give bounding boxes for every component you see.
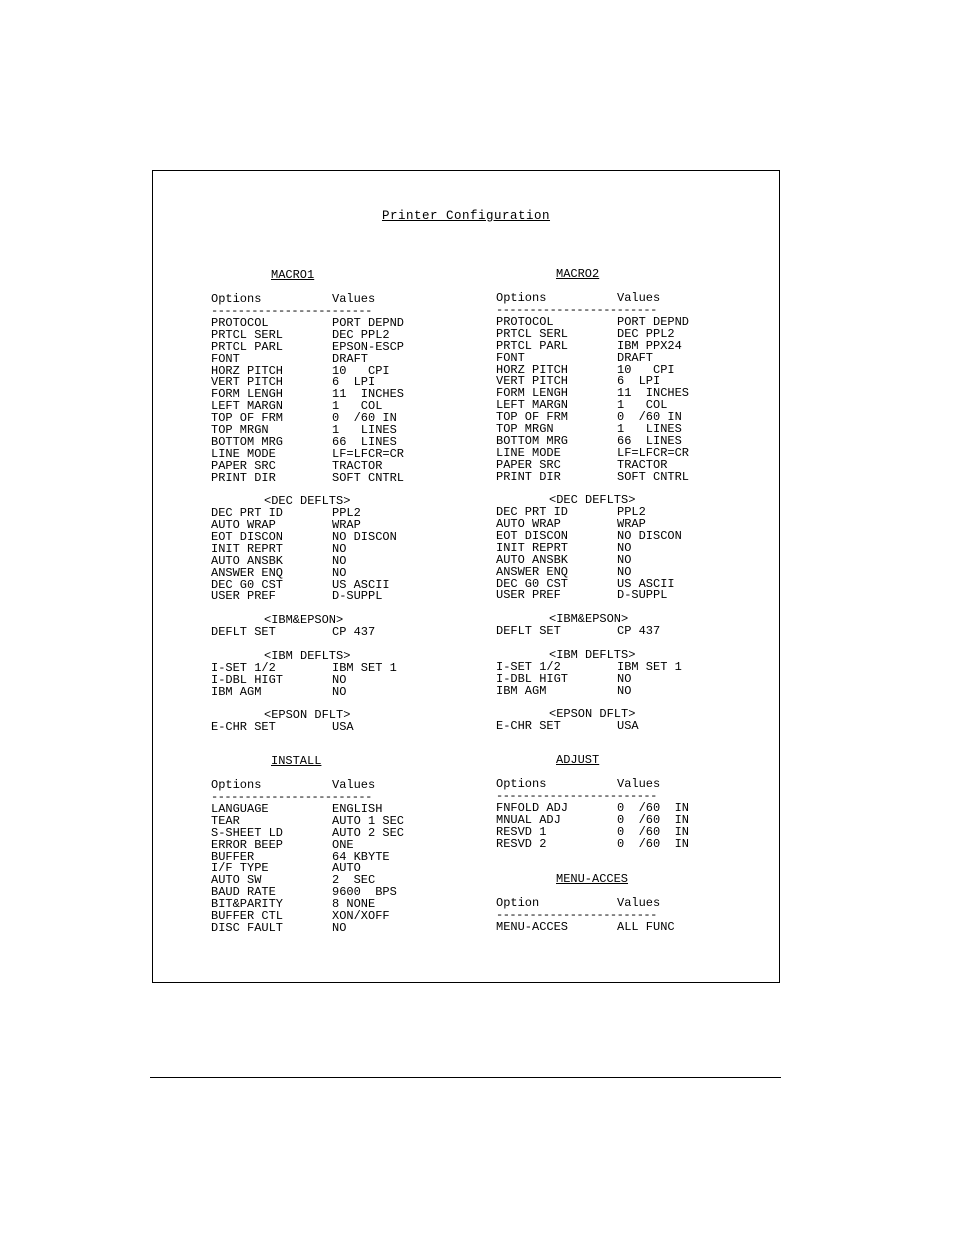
ibm-defaults-title: <IBM DEFLTS> bbox=[264, 648, 351, 663]
option-value: NO bbox=[617, 683, 632, 698]
option-value: US ASCII bbox=[617, 576, 675, 591]
option-name: PRTCL SERL bbox=[496, 326, 569, 341]
option-value: NO DISCON bbox=[332, 530, 397, 545]
option-value: NO bbox=[332, 553, 347, 568]
macro2-section bbox=[496, 269, 766, 733]
option-value: TRACTOR bbox=[617, 457, 668, 472]
option-value: 6 LPI bbox=[332, 375, 376, 390]
option-name: BUFFER bbox=[211, 849, 255, 864]
option-value: SOFT CNTRL bbox=[332, 470, 405, 485]
option-name: PRTCL SERL bbox=[211, 327, 284, 342]
option-value: 8 NONE bbox=[332, 897, 376, 912]
config-row bbox=[496, 922, 766, 934]
option-value: NO DISCON bbox=[617, 529, 682, 544]
option-name: ERROR BEEP bbox=[211, 837, 284, 852]
option-name: PRINT DIR bbox=[496, 469, 561, 484]
macro1-dec-rows bbox=[211, 508, 481, 603]
option-value: ENGLISH bbox=[332, 802, 383, 816]
option-value: AUTO 1 SEC bbox=[332, 813, 405, 828]
adjust-section bbox=[496, 755, 766, 851]
values-header: Values bbox=[617, 777, 661, 791]
macro2-dec-rows bbox=[496, 507, 766, 602]
config-row bbox=[211, 591, 481, 603]
option-name: PROTOCOL bbox=[496, 315, 554, 329]
adjust-rows bbox=[496, 803, 766, 851]
option-name: LINE MODE bbox=[496, 445, 561, 460]
option-name: BAUD RATE bbox=[211, 885, 276, 900]
options-header: Options bbox=[496, 777, 547, 791]
menu-acces-rows bbox=[496, 922, 766, 934]
option-name: ANSWER ENQ bbox=[496, 564, 569, 579]
config-row bbox=[496, 469, 766, 484]
option-name: ANSWER ENQ bbox=[211, 565, 284, 580]
option-value: LF=LFCR=CR bbox=[332, 446, 405, 461]
config-row bbox=[496, 626, 766, 638]
option-name: FNFOLD ADJ bbox=[496, 801, 569, 815]
divider-dashes: ------------------------ bbox=[211, 792, 372, 804]
option-value: PORT DEPND bbox=[617, 315, 690, 329]
options-header: Options bbox=[211, 778, 262, 792]
options-values-header bbox=[211, 294, 481, 306]
config-row bbox=[496, 836, 766, 851]
option-value: 11 INCHES bbox=[332, 387, 405, 402]
option-name: FORM LENGH bbox=[496, 386, 569, 401]
option-name: EOT DISCON bbox=[496, 529, 569, 544]
option-value: NO bbox=[617, 540, 632, 555]
option-name: AUTO SW bbox=[211, 873, 262, 888]
option-value: ONE bbox=[332, 837, 354, 852]
option-value: AUTO bbox=[332, 861, 361, 876]
option-value: 66 LINES bbox=[617, 433, 682, 448]
config-row bbox=[211, 920, 481, 935]
option-value: PPL2 bbox=[332, 506, 361, 521]
option-name: S-SHEET LD bbox=[211, 825, 284, 840]
option-value: US ASCII bbox=[332, 577, 390, 592]
printer-configuration-printout bbox=[152, 170, 780, 983]
option-name: LINE MODE bbox=[211, 446, 276, 461]
macro2-ibmepson-rows bbox=[496, 626, 766, 638]
option-name: USER PREF bbox=[496, 588, 561, 603]
option-value: 9600 BPS bbox=[332, 885, 397, 900]
config-row bbox=[211, 722, 481, 734]
option-name: I/F TYPE bbox=[211, 861, 269, 876]
option-value: USA bbox=[617, 719, 639, 734]
macro2-title: MACRO2 bbox=[556, 267, 600, 281]
option-value: 1 COL bbox=[617, 398, 668, 413]
options-values-header bbox=[496, 293, 766, 305]
option-value: XON/XOFF bbox=[332, 909, 390, 924]
option-name: PRINT DIR bbox=[211, 470, 276, 485]
option-name: FONT bbox=[496, 350, 525, 365]
page-title: Printer Configuration bbox=[381, 209, 551, 223]
option-name: PAPER SRC bbox=[211, 458, 276, 473]
option-name: DEFLT SET bbox=[496, 624, 561, 639]
option-name: BOTTOM MRG bbox=[211, 434, 284, 449]
option-name: TOP OF FRM bbox=[496, 410, 569, 425]
option-value: USA bbox=[332, 720, 354, 735]
divider-dashes: ------------------------ bbox=[496, 305, 657, 317]
option-name: TOP MRGN bbox=[496, 422, 554, 437]
values-header: Values bbox=[332, 778, 376, 792]
values-header: Values bbox=[332, 292, 376, 306]
option-name: USER PREF bbox=[211, 589, 276, 604]
option-name: EOT DISCON bbox=[211, 530, 284, 545]
option-value: WRAP bbox=[332, 518, 361, 533]
option-value: PORT DEPND bbox=[332, 316, 405, 330]
option-name: DEFLT SET bbox=[211, 625, 276, 640]
option-name: LANGUAGE bbox=[211, 802, 269, 816]
option-name: BOTTOM MRG bbox=[496, 433, 569, 448]
option-value: D-SUPPL bbox=[617, 588, 668, 603]
options-values-header bbox=[211, 780, 481, 792]
option-value: IBM PPX24 bbox=[617, 338, 682, 353]
macro1-epson-rows bbox=[211, 722, 481, 734]
epson-default-title: <EPSON DFLT> bbox=[549, 707, 636, 722]
option-name: FORM LENGH bbox=[211, 387, 284, 402]
option-name: IBM AGM bbox=[496, 683, 547, 698]
option-name: AUTO ANSBK bbox=[211, 553, 284, 568]
epson-default-title: <EPSON DFLT> bbox=[264, 708, 351, 723]
macro1-ibm-rows bbox=[211, 660, 481, 699]
option-value: DRAFT bbox=[332, 351, 369, 366]
option-name: PROTOCOL bbox=[211, 316, 269, 330]
footer-rule bbox=[150, 1077, 781, 1078]
option-name: RESVD 2 bbox=[496, 836, 547, 851]
option-name: DISC FAULT bbox=[211, 920, 284, 935]
option-name: FONT bbox=[211, 351, 240, 366]
option-value: NO bbox=[332, 684, 347, 699]
option-value: IBM SET 1 bbox=[332, 660, 397, 675]
option-value: 0 /60 IN bbox=[617, 812, 690, 827]
option-value: NO bbox=[332, 565, 347, 580]
options-header: Options bbox=[496, 291, 547, 305]
option-name: INIT REPRT bbox=[496, 540, 569, 555]
option-value: 6 LPI bbox=[617, 374, 661, 389]
option-value: DRAFT bbox=[617, 350, 654, 365]
option-value: 2 SEC bbox=[332, 873, 376, 888]
option-value: EPSON-ESCP bbox=[332, 339, 405, 354]
option-name: HORZ PITCH bbox=[496, 362, 569, 377]
options-values-header bbox=[496, 779, 766, 791]
option-value: D-SUPPL bbox=[332, 589, 383, 604]
macro1-ibmepson-rows bbox=[211, 627, 481, 639]
option-value: 0 /60 IN bbox=[617, 410, 682, 425]
macro2-ibm-rows bbox=[496, 659, 766, 698]
option-name: PRTCL PARL bbox=[211, 339, 284, 354]
option-value: NO bbox=[332, 541, 347, 556]
option-name: I-DBL HIGT bbox=[496, 671, 569, 686]
option-name: MNUAL ADJ bbox=[496, 812, 561, 827]
option-value: 11 INCHES bbox=[617, 386, 690, 401]
install-title: INSTALL bbox=[271, 754, 322, 768]
option-value: NO bbox=[617, 552, 632, 567]
option-name: E-CHR SET bbox=[211, 720, 276, 735]
option-value: NO bbox=[617, 564, 632, 579]
config-row bbox=[211, 627, 481, 639]
option-value: SOFT CNTRL bbox=[617, 469, 690, 484]
option-name: I-SET 1/2 bbox=[211, 660, 276, 675]
option-name: DEC PRT ID bbox=[496, 505, 569, 520]
option-name: I-DBL HIGT bbox=[211, 672, 284, 687]
option-value: NO bbox=[332, 920, 347, 935]
option-name: LEFT MARGN bbox=[496, 398, 569, 413]
option-value: 64 KBYTE bbox=[332, 849, 390, 864]
macro1-title: MACRO1 bbox=[271, 268, 315, 282]
option-value: IBM SET 1 bbox=[617, 659, 682, 674]
option-value: 0 /60 IN bbox=[617, 801, 690, 815]
dec-defaults-title: <DEC DEFLTS> bbox=[549, 493, 636, 508]
option-name: TEAR bbox=[211, 813, 240, 828]
config-row bbox=[496, 721, 766, 733]
adjust-title: ADJUST bbox=[556, 753, 600, 767]
macro1-rows bbox=[211, 318, 481, 484]
macro1-section bbox=[211, 270, 481, 734]
option-value: CP 437 bbox=[332, 625, 376, 640]
option-value: 66 LINES bbox=[332, 434, 397, 449]
option-values-header bbox=[496, 898, 766, 910]
install-section bbox=[211, 756, 481, 935]
option-value: AUTO 2 SEC bbox=[332, 825, 405, 840]
option-value: 1 LINES bbox=[617, 422, 682, 437]
option-name: DEC PRT ID bbox=[211, 506, 284, 521]
option-name: VERT PITCH bbox=[496, 374, 569, 389]
option-value: DEC PPL2 bbox=[617, 326, 675, 341]
option-value: 0 /60 IN bbox=[617, 824, 690, 839]
divider-dashes: ------------------------ bbox=[211, 306, 372, 318]
option-name: BIT&PARITY bbox=[211, 897, 284, 912]
menu-acces-title: MENU-ACCES bbox=[556, 872, 629, 886]
option-name: PAPER SRC bbox=[496, 457, 561, 472]
option-value: CP 437 bbox=[617, 624, 661, 639]
option-value: LF=LFCR=CR bbox=[617, 445, 690, 460]
option-name: TOP OF FRM bbox=[211, 411, 284, 426]
menu-acces-section bbox=[496, 874, 766, 934]
ibm-epson-title: <IBM&EPSON> bbox=[264, 613, 344, 628]
option-value: DEC PPL2 bbox=[332, 327, 390, 342]
option-value: 1 COL bbox=[332, 399, 383, 414]
option-value: PPL2 bbox=[617, 505, 646, 520]
divider-dashes: ------------------------ bbox=[496, 910, 657, 922]
option-name: BUFFER CTL bbox=[211, 909, 284, 924]
config-row bbox=[496, 683, 766, 698]
option-name: TOP MRGN bbox=[211, 423, 269, 438]
option-name: I-SET 1/2 bbox=[496, 659, 561, 674]
option-name: E-CHR SET bbox=[496, 719, 561, 734]
option-name: INIT REPRT bbox=[211, 541, 284, 556]
option-name: AUTO WRAP bbox=[211, 518, 276, 533]
option-name: IBM AGM bbox=[211, 684, 262, 699]
option-value: NO bbox=[617, 671, 632, 686]
option-name: DEC G0 CST bbox=[496, 576, 569, 591]
option-name: AUTO WRAP bbox=[496, 517, 561, 532]
option-value: TRACTOR bbox=[332, 458, 383, 473]
option-name: VERT PITCH bbox=[211, 375, 284, 390]
option-value: 10 CPI bbox=[332, 363, 390, 378]
option-value: ALL FUNC bbox=[617, 920, 675, 934]
option-name: DEC G0 CST bbox=[211, 577, 284, 592]
config-row bbox=[211, 684, 481, 699]
config-row bbox=[496, 590, 766, 602]
option-value: 0 /60 IN bbox=[332, 411, 397, 426]
macro2-rows bbox=[496, 317, 766, 483]
macro2-epson-rows bbox=[496, 721, 766, 733]
values-header: Values bbox=[617, 291, 661, 305]
option-name: LEFT MARGN bbox=[211, 399, 284, 414]
install-rows bbox=[211, 804, 481, 935]
values-header: Values bbox=[617, 896, 661, 910]
option-name: PRTCL PARL bbox=[496, 338, 569, 353]
option-value: WRAP bbox=[617, 517, 646, 532]
options-header: Options bbox=[211, 292, 262, 306]
option-name: MENU-ACCES bbox=[496, 920, 569, 934]
option-value: NO bbox=[332, 672, 347, 687]
option-name: HORZ PITCH bbox=[211, 363, 284, 378]
option-header: Option bbox=[496, 896, 540, 910]
ibm-defaults-title: <IBM DEFLTS> bbox=[549, 647, 636, 662]
divider-dashes: ------------------------ bbox=[496, 791, 657, 803]
config-row bbox=[211, 470, 481, 485]
option-value: 10 CPI bbox=[617, 362, 675, 377]
option-name: AUTO ANSBK bbox=[496, 552, 569, 567]
option-value: 0 /60 IN bbox=[617, 836, 690, 851]
dec-defaults-title: <DEC DEFLTS> bbox=[264, 494, 351, 509]
ibm-epson-title: <IBM&EPSON> bbox=[549, 612, 629, 627]
option-name: RESVD 1 bbox=[496, 824, 547, 839]
option-value: 1 LINES bbox=[332, 423, 397, 438]
